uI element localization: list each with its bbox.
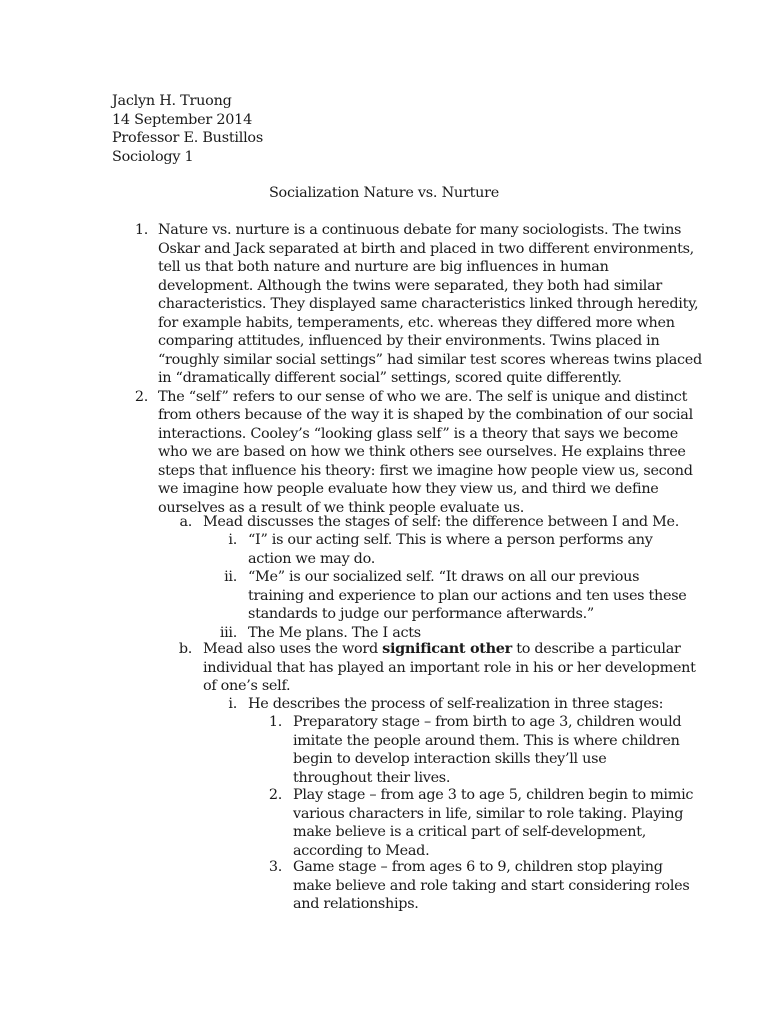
paragraph-line: make believe and role taking and start considering roles [293, 877, 690, 894]
paragraph-line: we imagine how people evaluate how they view us, and third we define [158, 481, 659, 497]
course-name: Sociology 1 [112, 148, 194, 165]
author-name: Jaclyn H. Truong [112, 93, 232, 109]
paragraph-line: imitate the people around them. This is where children [293, 732, 680, 749]
list-marker: 1. [134, 222, 148, 238]
list-marker: 1. [268, 714, 282, 730]
paragraph-line: development. Although the twins were separated, they both had similar [158, 277, 662, 294]
paragraph-line: from others because of the way it is shaped by the combination of our social [158, 407, 693, 423]
paragraph-line: “Me” is our socialized self. “It draws on all our previous [248, 569, 640, 585]
paragraph-line: characteristics. They displayed same characteristics linked through heredity, [158, 296, 699, 312]
paragraph-line: Nature vs. nurture is a continuous debate for many sociologists. The twins [158, 222, 682, 238]
paragraph-line: tell us that both nature and nurture are big influences in human [158, 259, 609, 275]
paragraph-line: and relationships. [293, 896, 419, 912]
paragraph-line: throughout their lives. [293, 769, 451, 786]
document-header [112, 92, 263, 166]
paragraph-line: ourselves as a result of we think people evaluate us. [158, 499, 524, 516]
paragraph-line: interactions. Cooley’s “looking glass self” is a theory that says we become [158, 425, 678, 442]
paragraph-line: “roughly similar social settings” had similar test scores whereas twins placed [158, 351, 702, 368]
paragraph-line: steps that influence his theory: first we imagine how people view us, second [158, 462, 693, 479]
paragraph-line: for example habits, temperaments, etc. whereas they differed more when [158, 314, 675, 331]
paragraph-line: begin to develop interaction skills they’ll use [293, 751, 607, 767]
paper-date: 14 September 2014 [112, 111, 252, 128]
paragraph-line: individual that has played an important role in his or her development [203, 659, 696, 676]
text-run: to describe a particular [511, 641, 681, 657]
paragraph-line: comparing attitudes, influenced by their environments. Twins placed in [158, 333, 660, 349]
bold-term: significant other [382, 640, 512, 657]
list-marker: 2. [268, 787, 282, 803]
paragraph-line: Preparatory stage – from birth to age 3, children would [293, 714, 682, 730]
professor-name: Professor E. Bustillos [112, 130, 263, 146]
paragraph-line: “I” is our acting self. This is where a person performs any [248, 532, 653, 548]
paragraph-line: make believe is a critical part of self-development, [293, 824, 646, 840]
paragraph-line: Mead discusses the stages of self: the difference between I and Me. [203, 514, 680, 530]
list-marker: ii. [224, 569, 237, 585]
list-marker: iii. [219, 624, 237, 641]
paragraph-line: action we may do. [248, 550, 375, 567]
paragraph-line [203, 640, 681, 659]
paragraph-line: Oskar and Jack separated at birth and placed in two different environments, [158, 240, 694, 257]
list-marker: i. [228, 532, 237, 548]
paragraph-line: who we are based on how we think others see ourselves. He explains three [158, 444, 686, 460]
paragraph-line: The “self” refers to our sense of who we are. The self is unique and distinct [158, 388, 688, 405]
paragraph-line: Game stage – from ages 6 to 9, children stop playing [293, 859, 663, 875]
list-marker: 2. [134, 388, 148, 405]
list-marker: a. [179, 514, 192, 530]
list-marker: b. [178, 641, 192, 657]
document-title: Socialization Nature vs. Nurture [268, 185, 500, 201]
paragraph-line: in “dramatically different social” settings, scored quite differently. [158, 370, 622, 386]
paragraph-line: of one’s self. [203, 678, 291, 694]
paragraph-line: Play stage – from age 3 to age 5, children begin to mimic [293, 787, 694, 803]
paragraph-line: training and experience to plan our actions and ten uses these [248, 587, 687, 604]
paragraph-line: He describes the process of self-realization in three stages: [248, 696, 664, 712]
paragraph-line: various characters in life, similar to role taking. Playing [293, 805, 684, 822]
paragraph-line: standards to judge our performance afterwards.” [248, 606, 594, 622]
paragraph-line: according to Mead. [293, 842, 430, 859]
list-marker: 3. [268, 859, 282, 875]
list-marker: i. [228, 696, 237, 712]
text-run: Mead also uses the word [203, 641, 383, 657]
paragraph-line: The Me plans. The I acts [248, 624, 421, 641]
